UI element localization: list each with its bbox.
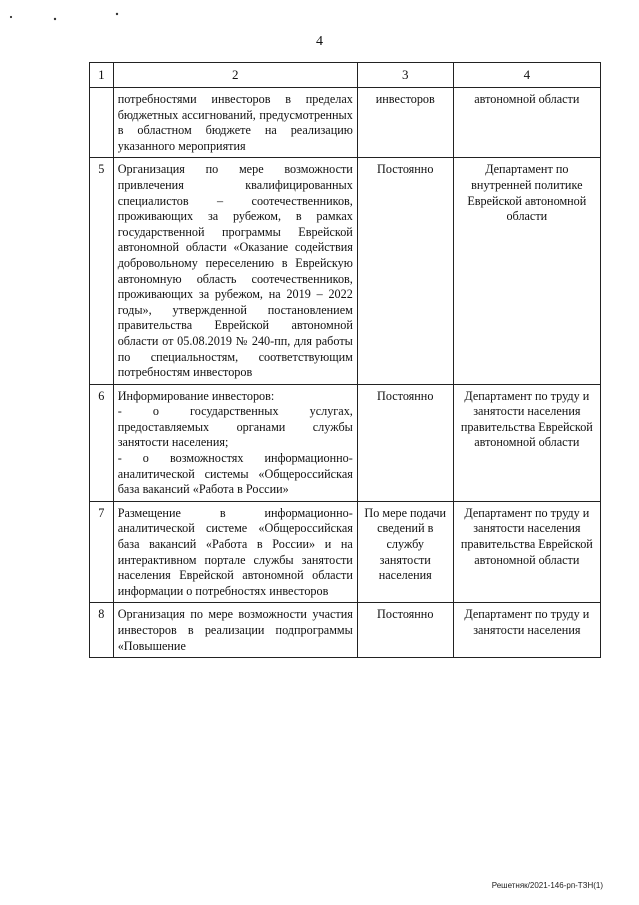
description-paragraph: потребностями инвесторов в пределах бюджетных ассигнований, предусмотренных в областном бюджете на реализацию указанного мероприятия — [117, 92, 353, 153]
responsible-party: Департамент по труду и занятости населения правительства Еврейской автономной области — [453, 501, 600, 603]
measure-description — [113, 88, 357, 158]
description-paragraph: - о возможностях информационно-аналитической системы «Общероссийская база вакансий «Работа в России» — [117, 451, 353, 497]
execution-term: Постоянно — [357, 158, 453, 384]
execution-term: По мере подачи сведений в службу занятости населения — [357, 501, 453, 603]
measures-table — [89, 62, 601, 658]
measure-description — [113, 603, 357, 658]
description-paragraph: Размещение в информационно-аналитической системе «Общероссийская база вакансий «Работа в России» и на интерактивном портале службы занятости населения Еврейской автономной области информации о потребностях инвесторов — [117, 505, 353, 598]
execution-term: Постоянно — [357, 603, 453, 658]
row-number: 7 — [90, 501, 114, 603]
measure-description — [113, 158, 357, 384]
measure-description — [113, 384, 357, 501]
row-number: 6 — [90, 384, 114, 501]
description-paragraph: Информирование инвесторов: — [117, 388, 275, 403]
header-col-3: 3 — [357, 63, 453, 88]
header-col-4: 4 — [453, 63, 600, 88]
table-row — [90, 603, 601, 658]
row-number — [90, 88, 114, 158]
scan-speck — [116, 13, 118, 15]
header-col-2: 2 — [113, 63, 357, 88]
execution-term: инвесторов — [357, 88, 453, 158]
table-row — [90, 384, 601, 501]
execution-term: Постоянно — [357, 384, 453, 501]
scan-speck — [10, 16, 12, 18]
description-paragraph: Организация по мере возможности участия инвесторов в реализации подпрограммы «Повышение — [117, 607, 353, 653]
header-col-1: 1 — [90, 63, 114, 88]
table-row — [90, 88, 601, 158]
responsible-party: Департамент по внутренней политике Еврейской автономной области — [453, 158, 600, 384]
description-paragraph: - о государственных услугах, предоставляемых органами службы занятости населения; — [117, 404, 353, 450]
scan-speck — [54, 18, 56, 20]
table-row — [90, 158, 601, 384]
description-paragraph: Организация по мере возможности привлечения квалифицированных специалистов – соотечественников, проживающих за рубежом, в рамках государственной программы Еврейской автономной области «Оказание содействия добровольному переселению в Еврейскую автономную область соотечественников, проживающих за рубежом, на 2019 – 2022 годы», утвержденной постановлением правительства Еврейской автономной области от 05.08.2019 № 240-пп, для работы по специальностям, соответствующим потребностям инвесторов — [117, 162, 353, 380]
responsible-party: Департамент по труду и занятости населения правительства Еврейской автономной области — [453, 384, 600, 501]
table-header-row — [90, 63, 601, 88]
page-number: 4 — [316, 34, 323, 49]
row-number: 8 — [90, 603, 114, 658]
responsible-party: автономной области — [453, 88, 600, 158]
measure-description — [113, 501, 357, 603]
row-number: 5 — [90, 158, 114, 384]
responsible-party: Департамент по труду и занятости населения — [453, 603, 600, 658]
document-footer-code: Решетняк/2021-146-рп-ТЗН(1) — [491, 881, 603, 890]
table-row — [90, 501, 601, 603]
